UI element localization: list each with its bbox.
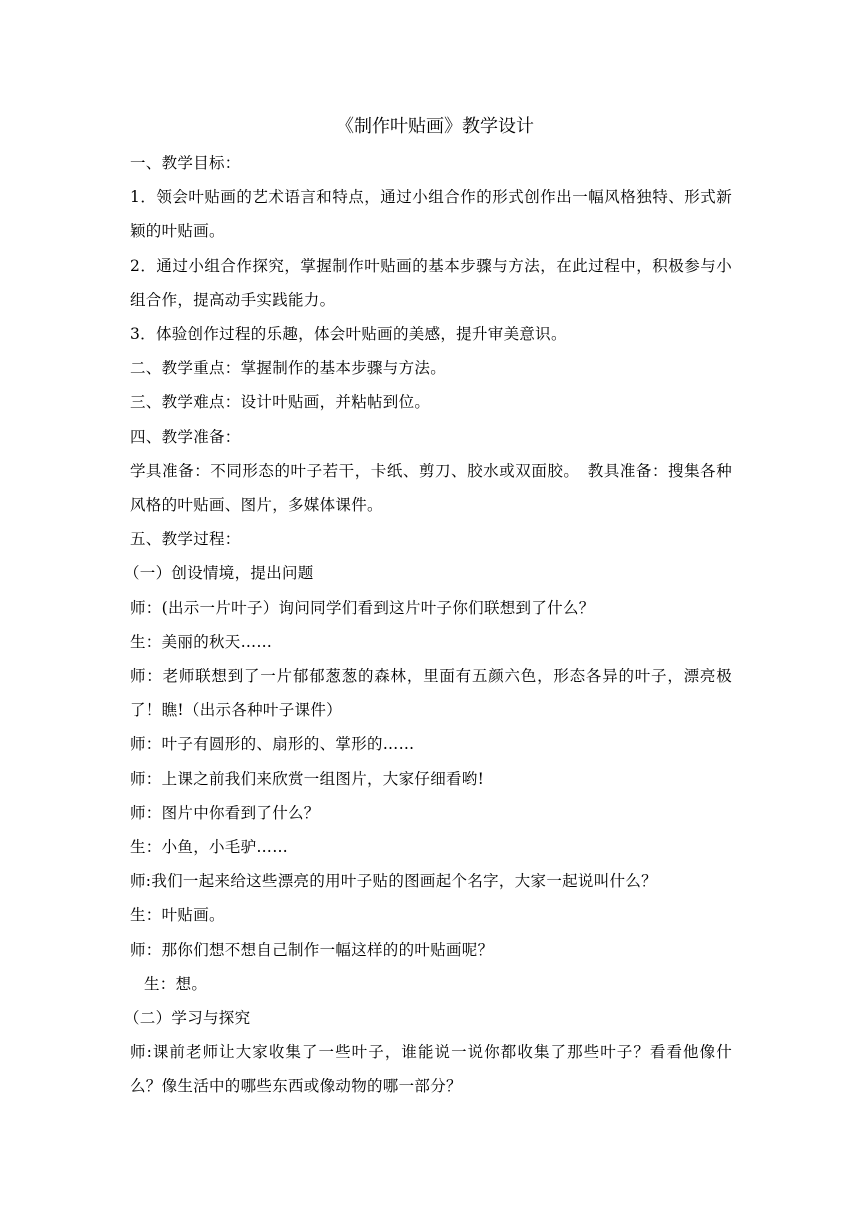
objective-2: 2．通过小组合作探究，掌握制作叶贴画的基本步骤与方法，在此过程中，积极参与小组合作，提高动手实践能力。 [130, 256, 732, 309]
dialogue-line: 生：美丽的秋天…… [130, 632, 273, 651]
dialogue-line: 师：(出示一片叶子）询问同学们看到这片叶子你们联想到了什么？ [130, 598, 595, 617]
section-heading-objectives: 一、教学目标： [130, 154, 241, 172]
section-heading-preparation: 四、教学准备： [130, 427, 241, 446]
objective-1: 1．领会叶贴画的艺术语言和特点，通过小组合作的形式创作出一幅风格独特、形式新颖的叶贴画。 [130, 188, 732, 241]
dialogue-line: 师：叶子有圆形的、扇形的、掌形的…… [130, 735, 415, 754]
document-title: 《制作叶贴画》教学设计 [336, 116, 534, 137]
section-heading-difficulties: 三、教学难点：设计叶贴画，并粘帖到位。 [130, 393, 431, 412]
objective-3: 3．体验创作过程的乐趣，体会叶贴画的美感，提升审美意识。 [130, 325, 567, 344]
section-heading-key-points: 二、教学重点：掌握制作的基本步骤与方法。 [130, 359, 447, 378]
subsection-heading-1: （一）创设情境，提出问题 [124, 564, 314, 583]
document-page [124, 112, 732, 1104]
dialogue-line: 师:我们一起来给这些漂亮的用叶子贴的图画起个名字，大家一起说叫什么？ [130, 872, 657, 891]
dialogue-line: 生：叶贴画。 [130, 906, 225, 925]
section-heading-process: 五、教学过程： [130, 530, 241, 549]
dialogue-line: 师：老师联想到了一片郁郁葱葱的森林，里面有五颜六色，形态各异的叶子，漂亮极了！瞧!（出示各种叶子课件） [130, 667, 732, 720]
preparation-details: 学具准备：不同形态的叶子若干，卡纸、剪刀、胶水或双面胶。 教具准备：搜集各种风格的叶贴画、图片，多媒体课件。 [130, 461, 732, 515]
subsection-heading-2: （二）学习与探究 [124, 1009, 251, 1028]
dialogue-line: 师：图片中你看到了什么？ [130, 803, 320, 822]
dialogue-line: 师:课前老师让大家收集了一些叶子，谁能说一说你都收集了那些叶子？看看他像什么？像生活中的哪些东西或像动物的哪一部分？ [130, 1043, 732, 1096]
dialogue-line: 生：想。 [144, 974, 208, 993]
dialogue-line: 生：小鱼，小毛驴…… [130, 838, 289, 857]
dialogue-line: 师：那你们想不想自己制作一幅这样的的叶贴画呢？ [130, 940, 494, 959]
dialogue-line: 师：上课之前我们来欣赏一组图片，大家仔细看哟! [130, 769, 485, 788]
